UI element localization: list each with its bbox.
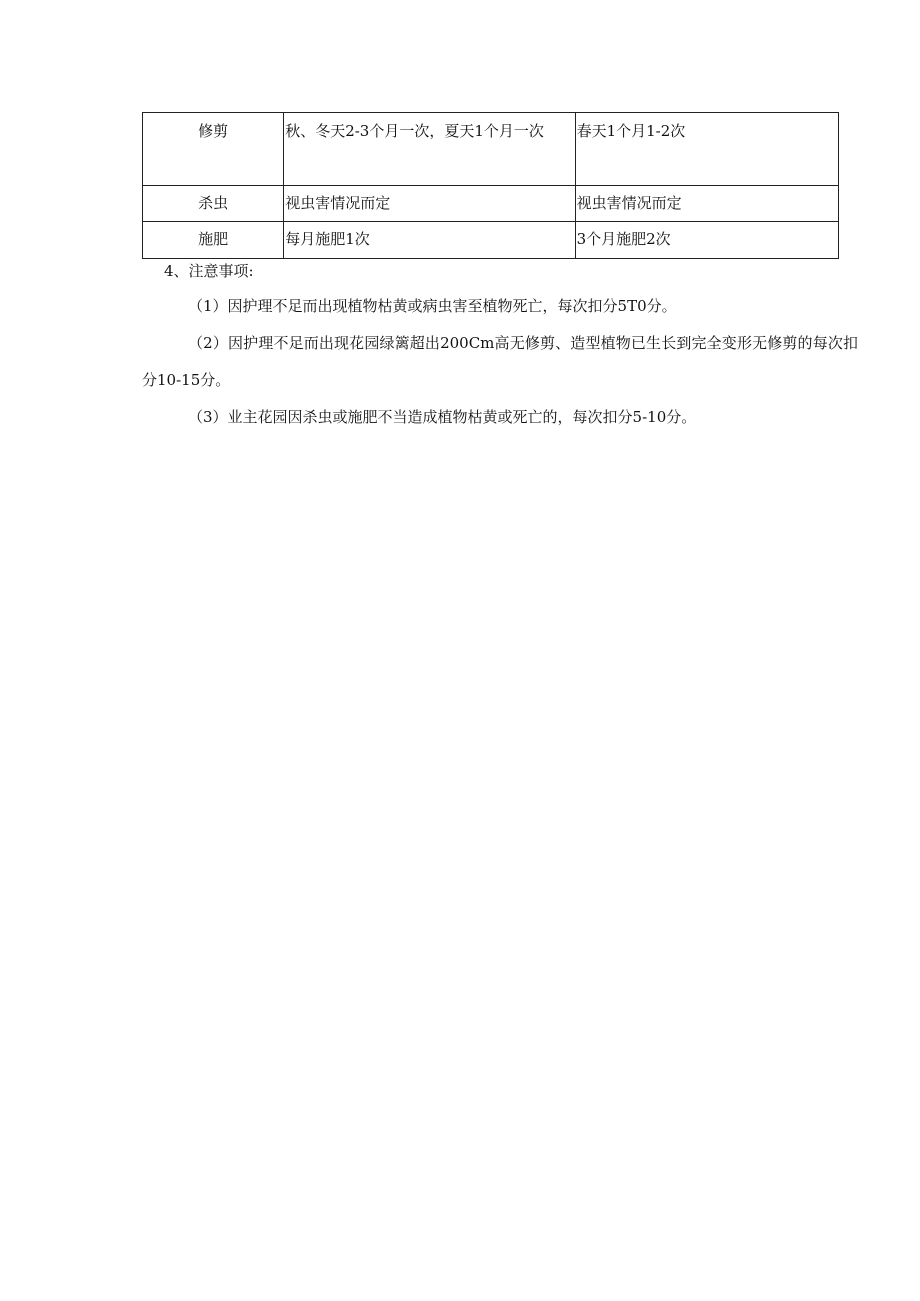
- table-cell-schedule-a: 每月施肥1次: [284, 222, 575, 259]
- table-cell-item: 杀虫: [143, 186, 284, 222]
- table-row-fertilize: [143, 222, 839, 259]
- table-cell-item: 修剪: [143, 113, 284, 186]
- table-cell-schedule-a: 秋、冬天2-3个月一次，夏天1个月一次: [284, 113, 575, 186]
- notes-section: [142, 257, 858, 436]
- table-cell-schedule-b: 春天1个月1-2次: [575, 113, 838, 186]
- table-row-pest: [143, 186, 839, 222]
- notes-heading: 4、注意事项:: [164, 262, 254, 280]
- care-schedule-table: [142, 112, 839, 259]
- note-item: （2）因护理不足而出现花园绿篱超出200Cm高无修剪、造型植物已生长到完全变形无修剪的每次扣分10-15分。: [142, 334, 858, 389]
- table-cell-schedule-b: 3个月施肥2次: [575, 222, 838, 259]
- note-item: （1）因护理不足而出现植物枯黄或病虫害至植物死亡，每次扣分5T0分。: [188, 297, 677, 315]
- table-cell-item: 施肥: [143, 222, 284, 259]
- note-item: （3）业主花园因杀虫或施肥不当造成植物枯黄或死亡的，每次扣分5-10分。: [188, 408, 697, 426]
- table-cell-schedule-a: 视虫害情况而定: [284, 186, 575, 222]
- table-cell-schedule-b: 视虫害情况而定: [575, 186, 838, 222]
- table-row-trim: [143, 113, 839, 186]
